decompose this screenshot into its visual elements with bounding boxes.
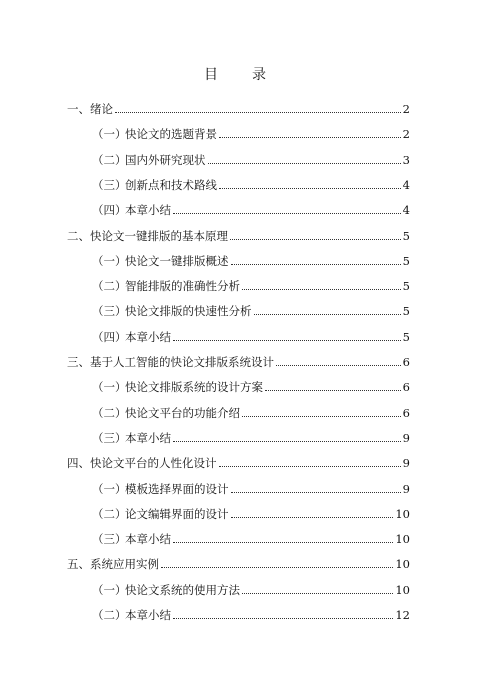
toc-entry-page: 5 <box>402 304 410 319</box>
toc-entry-label: 基于人工智能的快论文排版系统设计 <box>90 355 274 369</box>
toc-entry-label: 论文编辑界面的设计 <box>125 506 229 521</box>
toc-entry[interactable] <box>92 298 410 318</box>
toc-entry-label: 快论文排版的快速性分析 <box>125 304 252 319</box>
toc-dot-leader <box>242 289 401 290</box>
toc-entry-number: （四） <box>92 203 127 218</box>
toc-entry-number: 二、 <box>67 228 90 243</box>
toc-entry[interactable] <box>92 577 410 597</box>
toc-entry-page: 5 <box>402 279 410 294</box>
toc-entry-label: 快论文的选题背景 <box>125 127 217 142</box>
toc-entry-page: 2 <box>402 102 410 116</box>
toc-entry[interactable] <box>92 602 410 622</box>
toc-entry-number: 四、 <box>67 456 90 471</box>
toc-entry-label: 快论文一键排版的基本原理 <box>90 228 228 243</box>
toc-entry-number: （三） <box>92 177 127 192</box>
toc-entry[interactable] <box>92 324 410 344</box>
toc-dot-leader <box>231 492 401 493</box>
toc-entry-label: 系统应用实例 <box>90 557 159 572</box>
toc-entry[interactable] <box>67 223 410 243</box>
toc-entry[interactable] <box>92 501 410 521</box>
toc-entry-label: 本章小结 <box>125 203 171 218</box>
toc-entry-page: 6 <box>402 405 410 420</box>
toc-entry[interactable] <box>67 450 410 470</box>
toc-dot-leader <box>276 365 401 366</box>
toc-entry-number: （三） <box>92 430 127 445</box>
toc-dot-leader <box>254 314 401 315</box>
toc-entry-page: 9 <box>402 456 410 471</box>
toc-entry-page: 10 <box>395 506 410 521</box>
toc-dot-leader <box>231 517 394 518</box>
toc-entry-page: 10 <box>395 582 410 597</box>
toc-entry-page: 9 <box>402 481 410 496</box>
page-title: 目 录 <box>204 67 276 83</box>
toc-entry-page: 2 <box>402 127 410 142</box>
toc-entry[interactable] <box>92 374 410 394</box>
toc-entry-number: （一） <box>92 582 127 597</box>
toc-dot-leader <box>173 618 393 619</box>
toc-entry-number: 三、 <box>67 355 90 369</box>
toc-dot-leader <box>242 416 401 417</box>
toc-entry-label: 创新点和技术路线 <box>125 177 217 192</box>
toc-entry-number: （二） <box>92 152 127 167</box>
toc-entry-label: 快论文平台的功能介绍 <box>125 405 240 420</box>
toc-dot-leader <box>219 466 401 467</box>
toc-entry-page: 9 <box>402 430 410 445</box>
toc-entry-page: 4 <box>402 203 410 218</box>
toc-dot-leader <box>265 390 401 391</box>
toc-dot-leader <box>230 239 401 240</box>
toc-entry-number: （一） <box>92 380 127 395</box>
toc-entry-number: （二） <box>92 506 127 521</box>
toc-entry-page: 3 <box>402 152 410 167</box>
toc-entry[interactable] <box>92 476 410 496</box>
toc-entry-number: （二） <box>92 608 127 622</box>
toc-entry[interactable] <box>92 147 410 167</box>
toc-entry-page: 6 <box>402 355 410 369</box>
toc-entry-number: （二） <box>92 279 127 294</box>
toc-entry-number: （二） <box>92 405 127 420</box>
toc-entry-label: 绪论 <box>90 102 113 116</box>
toc-dot-leader <box>173 542 393 543</box>
toc-entry-label: 快论文平台的人性化设计 <box>90 456 217 471</box>
toc-entry-label: 本章小结 <box>125 608 171 622</box>
toc-dot-leader <box>161 567 393 568</box>
toc-entry-page: 5 <box>402 253 410 268</box>
toc-entry-label: 本章小结 <box>125 329 171 344</box>
toc-entry-label: 国内外研究现状 <box>125 152 206 167</box>
toc-entry-label: 快论文排版系统的设计方案 <box>125 380 263 395</box>
toc-entry[interactable] <box>92 526 410 546</box>
toc-dot-leader <box>219 188 401 189</box>
toc-entry[interactable] <box>92 172 410 192</box>
toc-dot-leader <box>173 213 401 214</box>
toc-entry-page: 5 <box>402 228 410 243</box>
toc-entry-number: 一、 <box>67 102 90 116</box>
toc-entry-page: 6 <box>402 380 410 395</box>
toc-dot-leader <box>173 441 401 442</box>
toc-entry[interactable] <box>92 197 410 217</box>
toc-entry[interactable] <box>67 551 410 571</box>
toc-entry-label: 快论文系统的使用方法 <box>125 582 240 597</box>
toc-entry-page: 5 <box>402 329 410 344</box>
toc-entry-number: （三） <box>92 532 127 547</box>
toc-entry[interactable] <box>67 349 410 369</box>
toc-entry[interactable] <box>67 96 410 116</box>
toc-entry-page: 10 <box>395 557 410 572</box>
toc-entry-number: 五、 <box>67 557 90 572</box>
toc-entry-number: （三） <box>92 304 127 319</box>
toc-entry-number: （一） <box>92 127 127 142</box>
toc-entry-label: 本章小结 <box>125 532 171 547</box>
toc-dot-leader <box>173 340 401 341</box>
toc-entry[interactable] <box>92 273 410 293</box>
toc-entry[interactable] <box>92 248 410 268</box>
toc-dot-leader <box>208 163 401 164</box>
toc-entry-page: 4 <box>402 177 410 192</box>
toc-entry-label: 本章小结 <box>125 430 171 445</box>
toc-entry-label: 快论文一键排版概述 <box>125 253 229 268</box>
toc-entry-page: 12 <box>395 608 410 622</box>
toc-dot-leader <box>242 593 393 594</box>
toc-entry[interactable] <box>92 121 410 141</box>
toc-entry-label: 智能排版的准确性分析 <box>125 279 240 294</box>
toc-entry-number: （一） <box>92 481 127 496</box>
toc-entry[interactable] <box>92 400 410 420</box>
toc-dot-leader <box>115 112 401 113</box>
toc-entry-label: 模板选择界面的设计 <box>125 481 229 496</box>
toc-entry[interactable] <box>92 425 410 445</box>
toc-entry-page: 10 <box>395 532 410 547</box>
toc-dot-leader <box>231 264 401 265</box>
toc-dot-leader <box>219 137 401 138</box>
toc-entry-number: （四） <box>92 329 127 344</box>
toc-entry-number: （一） <box>92 253 127 268</box>
